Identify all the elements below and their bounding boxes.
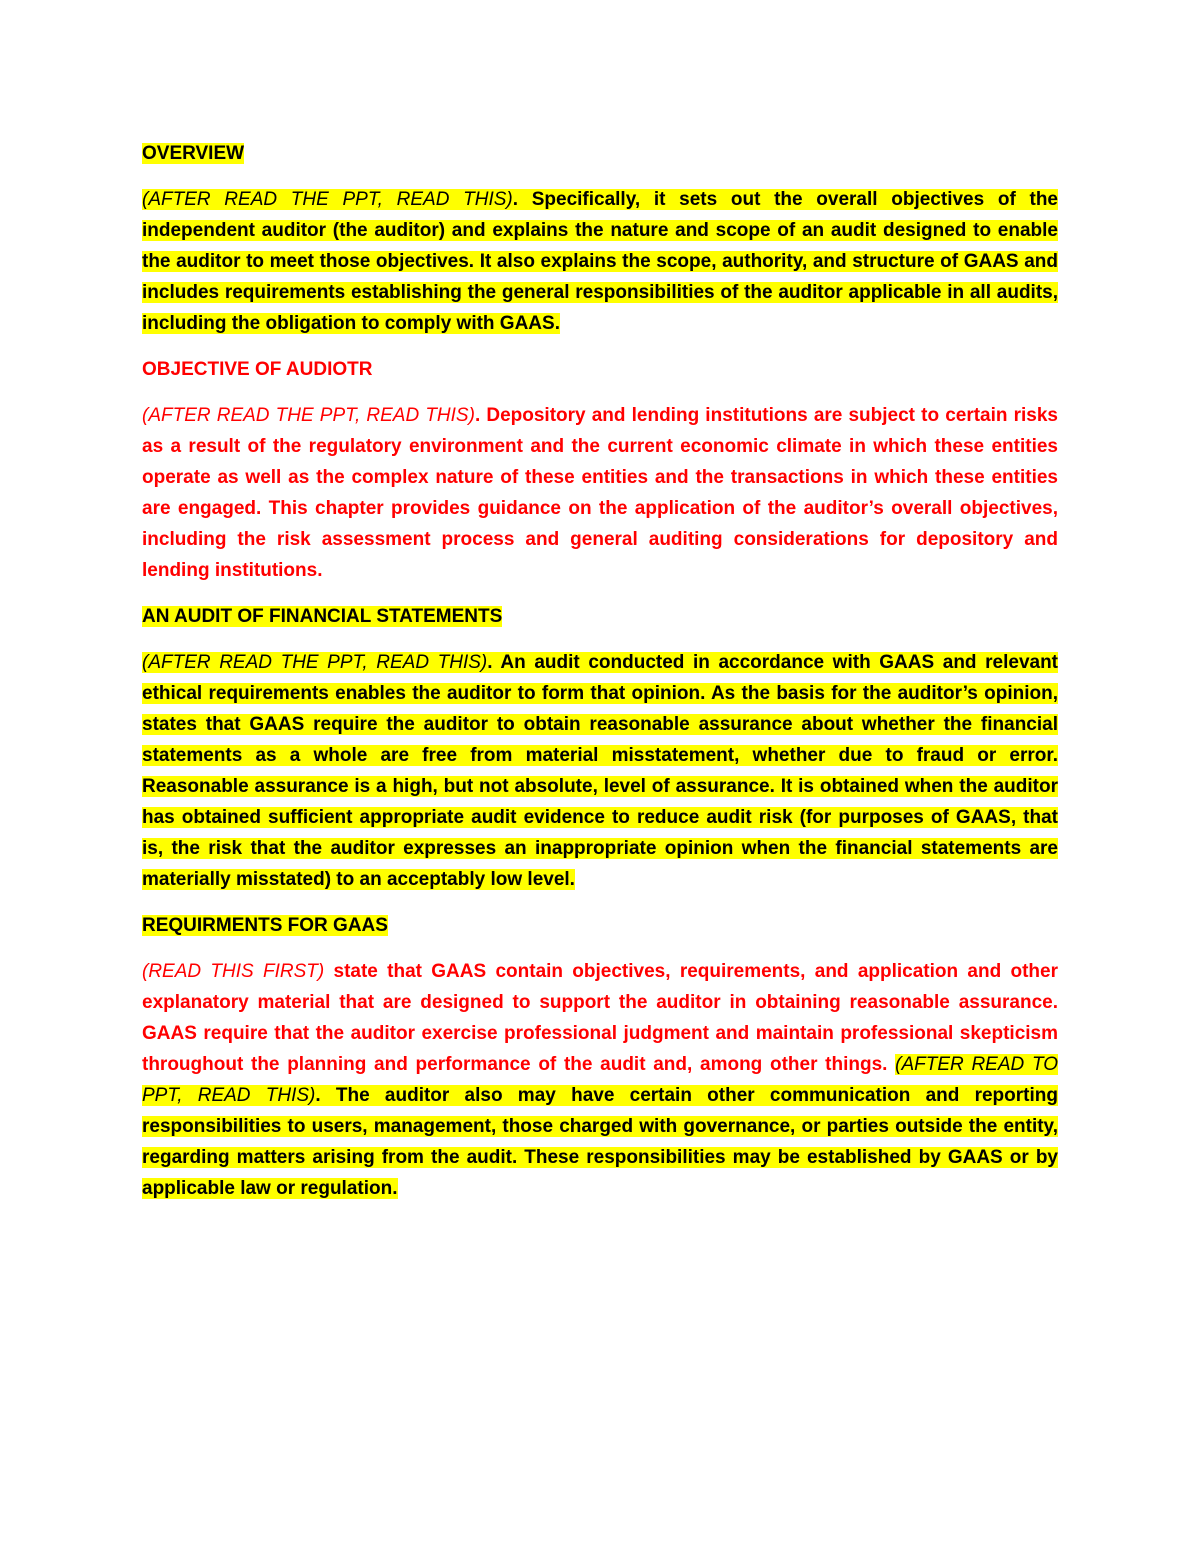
overview-paragraph — [142, 184, 1058, 339]
objective-heading — [142, 354, 1058, 385]
requirements-paragraph — [142, 956, 1058, 1204]
requirements-body-red: state that GAAS contain objectives, requirements, and application and other explanatory material that are designed to support the auditor in obtaining reasonable assurance. GAAS require that the auditor exercise professional judgment and maintain professional skepticism throughout the planning and performance of the audit and, among other things. — [142, 961, 1058, 1075]
requirements-note-first: (READ THIS FIRST) — [142, 961, 325, 982]
audit-body: . An audit conducted in accordance with GAAS and relevant ethical requirements enables the auditor to form that opinion. As the basis for the auditor’s opinion, states that GAAS require the auditor to obtain reasonable assurance about whether the financial statements as a whole are free from material misstatement, whether due to fraud or error. Reasonable assurance is a high, but not absolute, level of assurance. It is obtained when the auditor has obtained sufficient appropriate audit evidence to reduce audit risk (for purposes of GAAS, that is, the risk that the auditor expresses an inappropriate opinion when the financial statements are materially misstated) to an acceptably low level. — [142, 652, 1059, 890]
requirements-heading-text: REQUIRMENTS FOR GAAS — [142, 915, 388, 936]
overview-heading — [142, 138, 1058, 169]
audit-paragraph — [142, 647, 1058, 895]
requirements-note-second: (AFTER READ TO PPT, READ THIS) — [142, 1054, 1058, 1106]
objective-paragraph — [142, 400, 1058, 586]
overview-note: (AFTER READ THE PPT, READ THIS) — [142, 189, 513, 210]
objective-body: . Depository and lending institutions are subject to certain risks as a result of the regulatory environment and the current economic climate in which these entities operate as well as the complex nature of these entities and the transactions in which these entities are engaged. This chapter provides guidance on the application of the auditor’s overall objectives, including the risk assessment process and general auditing considerations for depository and lending institutions. — [142, 405, 1059, 581]
audit-heading-text: AN AUDIT OF FINANCIAL STATEMENTS — [142, 606, 503, 627]
requirements-heading — [142, 910, 1058, 941]
overview-body: . Specifically, it sets out the overall objectives of the independent auditor (the auditor) and explains the nature and scope of an audit designed to enable the auditor to meet those objectives. It also explains the scope, authority, and structure of GAAS and includes requirements establishing the general responsibilities of the auditor applicable in all audits, including the obligation to comply with GAAS. — [142, 189, 1058, 334]
requirements-body-black: . The auditor also may have certain other communication and reporting responsibilities to users, management, those charged with governance, or parties outside the entity, regarding matters arising from the audit. These responsibilities may be established by GAAS or by applicable law or regulation. — [142, 1085, 1058, 1199]
objective-note: (AFTER READ THE PPT, READ THIS) — [142, 405, 475, 426]
objective-heading-text: OBJECTIVE OF AUDIOTR — [142, 359, 373, 380]
audit-note: (AFTER READ THE PPT, READ THIS) — [142, 652, 488, 673]
document-page — [142, 138, 1058, 1219]
audit-heading — [142, 601, 1058, 632]
overview-heading-text: OVERVIEW — [142, 143, 245, 164]
